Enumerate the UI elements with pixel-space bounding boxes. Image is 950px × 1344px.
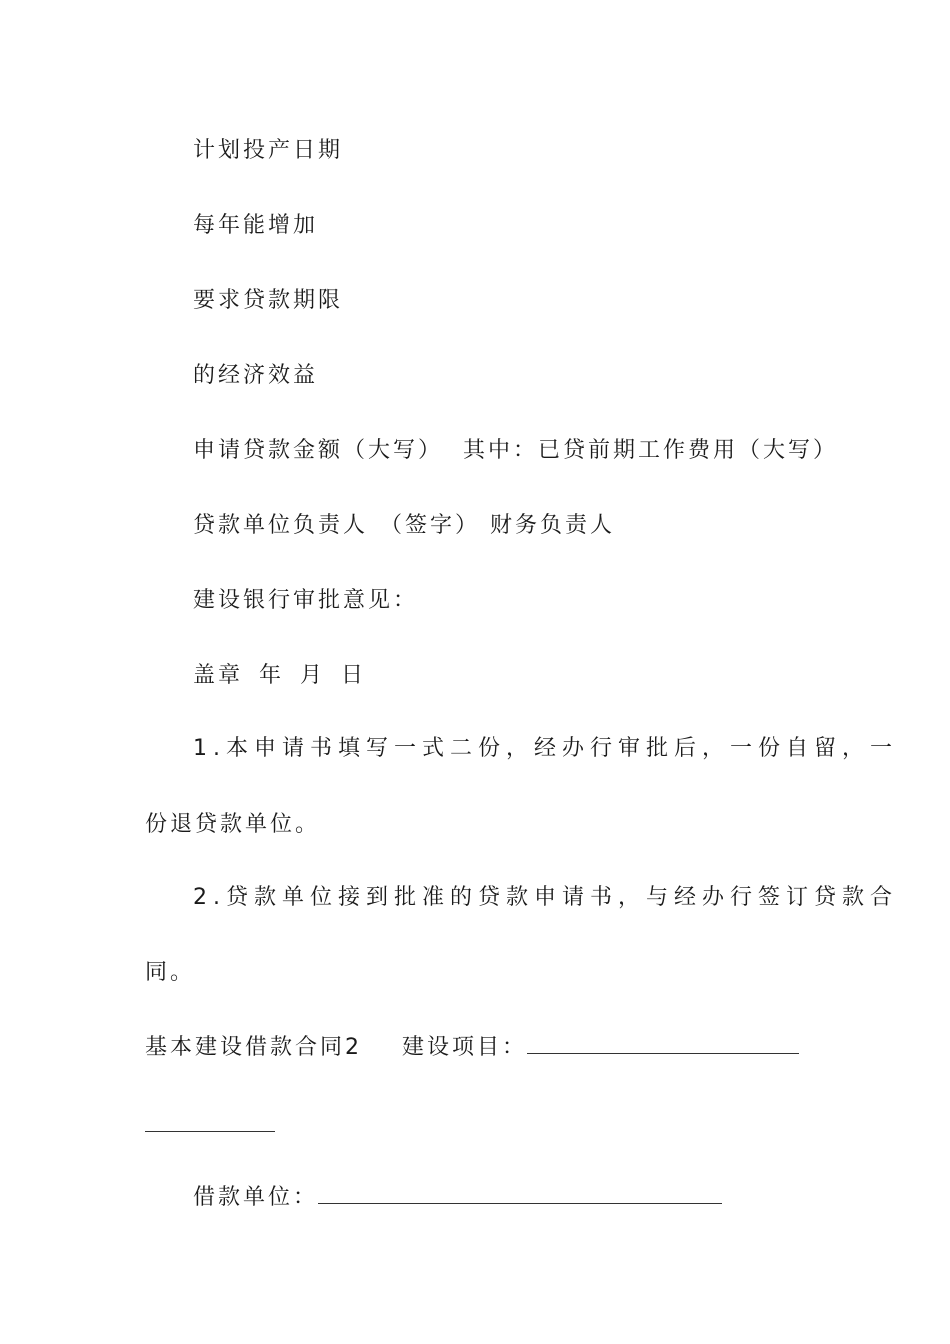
note-2-line-2: 同。 — [145, 960, 196, 985]
borrower-label: 借款单位： — [193, 1185, 319, 1210]
loan-amount-line — [193, 436, 838, 466]
loan-amount-label: 申请贷款金额（大写） — [193, 438, 444, 463]
year-label: 年 — [259, 663, 285, 688]
borrower-line — [193, 1183, 722, 1213]
annual-increase-label: 每年能增加 — [193, 213, 319, 238]
finance-head-label: 财务负责人 — [490, 513, 616, 538]
borrower-head-label: 贷款单位负责人 — [193, 513, 369, 538]
signatories-line — [193, 511, 615, 541]
contract-heading-line — [145, 1033, 799, 1063]
note-2-line-1: 2.贷款单位接到批准的贷款申请书，与经办行签订贷款合 — [193, 885, 898, 910]
planned-production-date-label: 计划投产日期 — [193, 138, 344, 163]
preliminary-cost-label: 其中：已贷前期工作费用（大写） — [463, 438, 839, 463]
day-label: 日 — [341, 663, 367, 688]
construction-project-blank-continuation — [145, 1131, 275, 1132]
contract-title: 基本建设借款合同2 — [145, 1035, 362, 1060]
note-1-line-2: 份退贷款单位。 — [145, 812, 321, 837]
loan-term-label: 要求贷款期限 — [193, 288, 344, 313]
seal-date-line — [193, 661, 366, 691]
month-label: 月 — [300, 663, 326, 688]
economic-benefit-label: 的经济效益 — [193, 363, 319, 388]
borrower-blank — [318, 1183, 722, 1204]
signature-label: （签字） — [380, 513, 481, 538]
construction-project-blank — [527, 1033, 799, 1054]
seal-label: 盖章 — [193, 663, 244, 688]
note-1-line-1: 1.本申请书填写一式二份，经办行审批后，一份自留，一 — [193, 736, 898, 761]
construction-project-label: 建设项目： — [402, 1035, 528, 1060]
bank-approval-label: 建设银行审批意见： — [193, 588, 419, 613]
